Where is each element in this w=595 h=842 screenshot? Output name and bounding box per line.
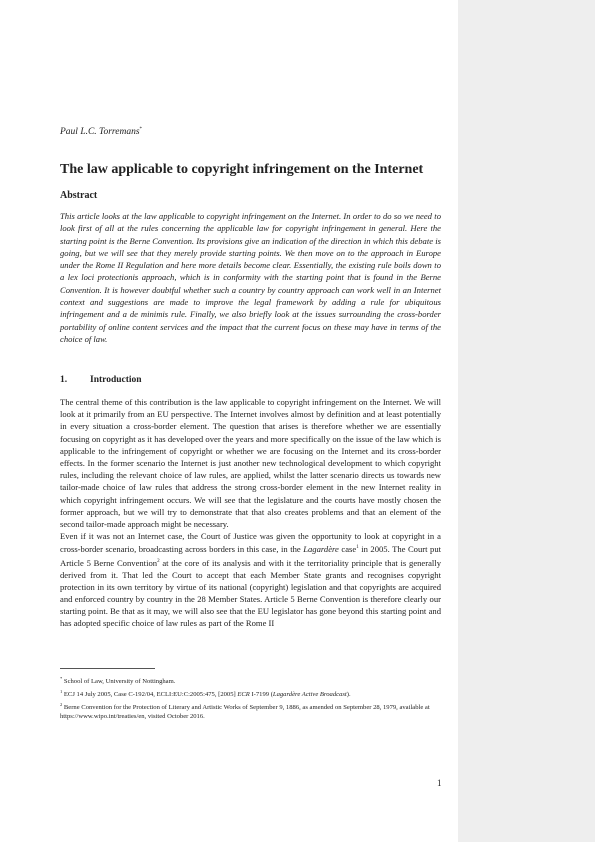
footnote-ref-2[interactable]: 2 bbox=[157, 558, 160, 564]
footnote-author bbox=[60, 674, 441, 687]
footnote-text: I-7199 ( bbox=[249, 690, 273, 698]
section-number: 1. bbox=[60, 375, 68, 385]
footnote-mark: * bbox=[60, 676, 63, 681]
body-text bbox=[60, 396, 441, 630]
author-footnote-mark: * bbox=[139, 127, 143, 132]
footnote-text: ECJ 14 July 2005, Case C-192/04, ECLI:EU:C:2005:475, [2005] bbox=[63, 690, 238, 698]
paragraph-1: The central theme of this contribution is the law applicable to copyright infringement on the Internet. We will look at it primarily from an EU perspective. The Internet involves almost by definition and at least potentially in every situation a cross-border element. The question that arises is therefore whether we are essentially focusing on copyright as it has developed over the years and more specifically on the issue of the law which is applicable to the infringement of copyright or whether we are focusing on the Internet and its cross-border effects. In the former scenario the Internet is just another new technological development to which copyright rules, including the relevant choice of law rules, are applied, whilst the latter scenario directs us towards new tailor-made choice of law rules that address the strong cross-border element in the new Internet reality in which copyright infringement occurs. We will see that the legislature and the courts have mostly chosen the former approach, but we will try to demonstrate that that also creates problems and that an element of the second tailor-made approach might be necessary. bbox=[60, 397, 441, 530]
author-name: Paul L.C. Torremans bbox=[60, 127, 140, 138]
case-name: Lagardère bbox=[303, 544, 339, 555]
article-title: The law applicable to copyright infringement on the Internet bbox=[60, 162, 424, 177]
section-title: Introduction bbox=[90, 375, 142, 385]
footnote-italic: Lagardère Active Broadcast bbox=[272, 690, 347, 698]
footnote-text: ). bbox=[346, 690, 351, 698]
page-number: 1 bbox=[437, 778, 442, 788]
abstract-text: This article looks at the law applicable to copyright infringement on the Internet. In order to do so we need to look first of all at the rules concerning the applicable law for copyright infringement in general. Here the starting point is the Berne Convention. Its provisions give an indication of the direction in which this debate is going, but we will see that they merely provide starting points. We then move on to the approach in Europe under the Rome II Regulation and here more details become clear. Essentially, the existing rule boils down to a lex loci protectionis approach, which is in conformity with the starting point that is found in the Berne Convention. It is however doubtful whether such a country by country approach can work well in an Internet context and suggestions are made to improve the legal framework by adding a rule for ubiquitous infringement and a de minimis rule. Finally, we also briefly look at the issues surrounding the cross-border portability of online content services and the impact that the current focus on these may have in terms of the choice of law. bbox=[60, 211, 441, 344]
paragraph-2-text-b: case bbox=[338, 544, 357, 555]
footnote-italic: ECR bbox=[237, 690, 250, 698]
right-margin-panel bbox=[458, 0, 595, 842]
footnote-text: Berne Convention for the Protection of Literary and Artistic Works of September 9, 1886, as amended on September 28, 1979, available at https://www.wipo.int/treaties/en, visited October 2016. bbox=[60, 703, 430, 721]
footnote-1 bbox=[60, 687, 441, 700]
paragraph-2 bbox=[60, 530, 441, 629]
footnote-mark: 1 bbox=[60, 688, 63, 694]
footnote-text: School of Law, University of Nottingham. bbox=[63, 678, 176, 686]
footnote-2 bbox=[60, 700, 441, 722]
section-heading bbox=[60, 375, 142, 385]
footnote-mark: 2 bbox=[60, 701, 63, 707]
abstract-heading: Abstract bbox=[60, 190, 98, 201]
paragraph-2-text-c: in 2005. The Court put Article 5 Berne Convention bbox=[60, 544, 442, 568]
paragraph-2-text-d: at the core of its analysis and with it the territoriality principle that is generally derived from it. That led the Court to accept that each Member State grants and recognises copyright protection in its own territory by virtue of its national (copyright) legislation and that copyrights are acquired and enforced country by country in the 28 Member States. Article 5 Berne Convention is therefore clearly our starting point. Be that as it may, we will also see that the EU legislator has gone beyond this starting point and has adopted specific choice of law rules as part of the Rome II bbox=[60, 557, 441, 629]
footnote-separator bbox=[60, 668, 155, 669]
paragraph-2-text-a: Even if it was not an Internet case, the Court of Justice was given the opportunity to look at copyright in a cross-border scenario, broadcasting across borders in this case, in the bbox=[60, 531, 441, 555]
footnotes bbox=[60, 674, 441, 722]
footnote-ref-1[interactable]: 1 bbox=[356, 545, 359, 551]
author-line bbox=[60, 127, 142, 137]
